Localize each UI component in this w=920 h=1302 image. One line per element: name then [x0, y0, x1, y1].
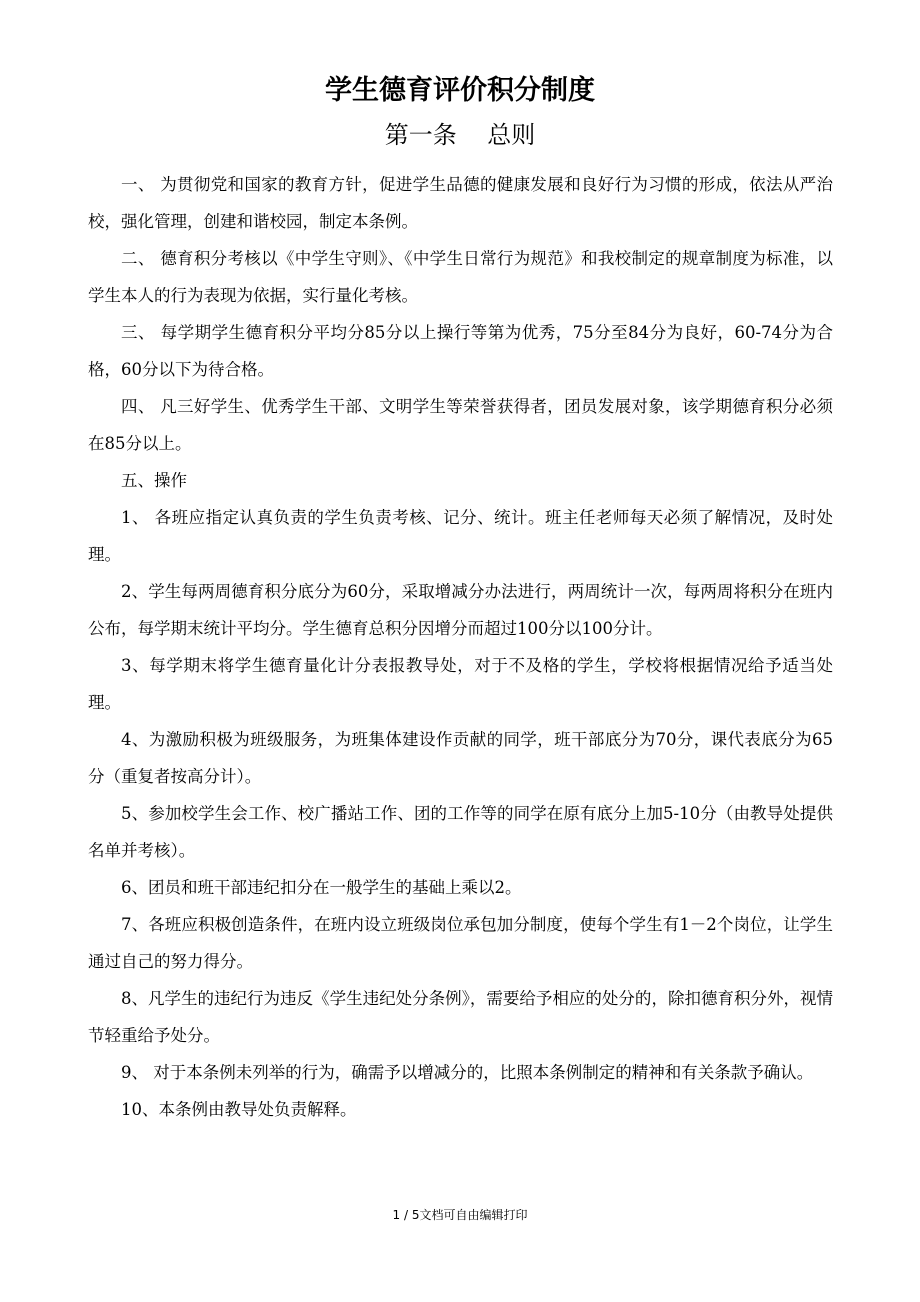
clause-7: 7、各班应积极创造条件，在班内设立班级岗位承包加分制度，使每个学生有1－2个岗位，让学生通过自己的努力得分。 [88, 915, 833, 971]
clause-8: 8、凡学生的违纪行为违反《学生违纪处分条例》，需要给予相应的处分的，除扣德育积分外，视情节轻重给予处分。 [88, 989, 833, 1045]
page-title: 学生德育评价积分制度 [325, 75, 595, 106]
clause-2: 2、学生每两周德育积分底分为60分，采取增减分办法进行，两周统计一次，每两周将积分在班内公布，每学期末统计平均分。学生德育总积分因增分而超过100分以100分计。 [88, 582, 833, 638]
document-body [88, 166, 833, 1128]
paragraph-3: 三、 每学期学生德育积分平均分85分以上操行等第为优秀，75分至84分为良好，60-74分为合格，60分以下为待合格。 [88, 323, 833, 379]
paragraph-4: 四、 凡三好学生、优秀学生干部、文明学生等荣誉获得者，团员发展对象，该学期德育积分必须在85分以上。 [88, 397, 833, 453]
paragraph-1: 一、 为贯彻党和国家的教育方针，促进学生品德的健康发展和良好行为习惯的形成，依法从严治校，强化管理，创建和谐校园，制定本条例。 [88, 175, 833, 231]
clause-4: 4、为激励积极为班级服务，为班集体建设作贡献的同学，班干部底分为70分，课代表底分为65分（重复者按高分计）。 [88, 730, 833, 786]
paragraph-2: 二、 德育积分考核以《中学生守则》、《中学生日常行为规范》和我校制定的规章制度为标准，以学生本人的行为表现为依据，实行量化考核。 [88, 249, 833, 305]
page-footer: 1 / 5文档可自由编辑打印 [392, 1208, 528, 1222]
clause-1: 1、 各班应指定认真负责的学生负责考核、记分、统计。班主任老师每天必须了解情况，及时处理。 [88, 508, 833, 564]
paragraph-5: 五、操作 [121, 471, 187, 490]
clause-6: 6、团员和班干部违纪扣分在一般学生的基础上乘以2。 [121, 878, 522, 897]
clause-5: 5、参加校学生会工作、校广播站工作、团的工作等的同学在原有底分上加5-10分（由教导处提供名单并考核）。 [88, 804, 833, 860]
clause-10: 10、本条例由教导处负责解释。 [121, 1100, 357, 1119]
clause-9: 9、 对于本条例未列举的行为，确需予以增减分的，比照本条例制定的精神和有关条款予确认。 [121, 1063, 814, 1082]
clause-3: 3、每学期末将学生德育量化计分表报教导处，对于不及格的学生，学校将根据情况给予适当处理。 [88, 656, 833, 712]
section-heading: 第一条 总则 [384, 121, 536, 149]
